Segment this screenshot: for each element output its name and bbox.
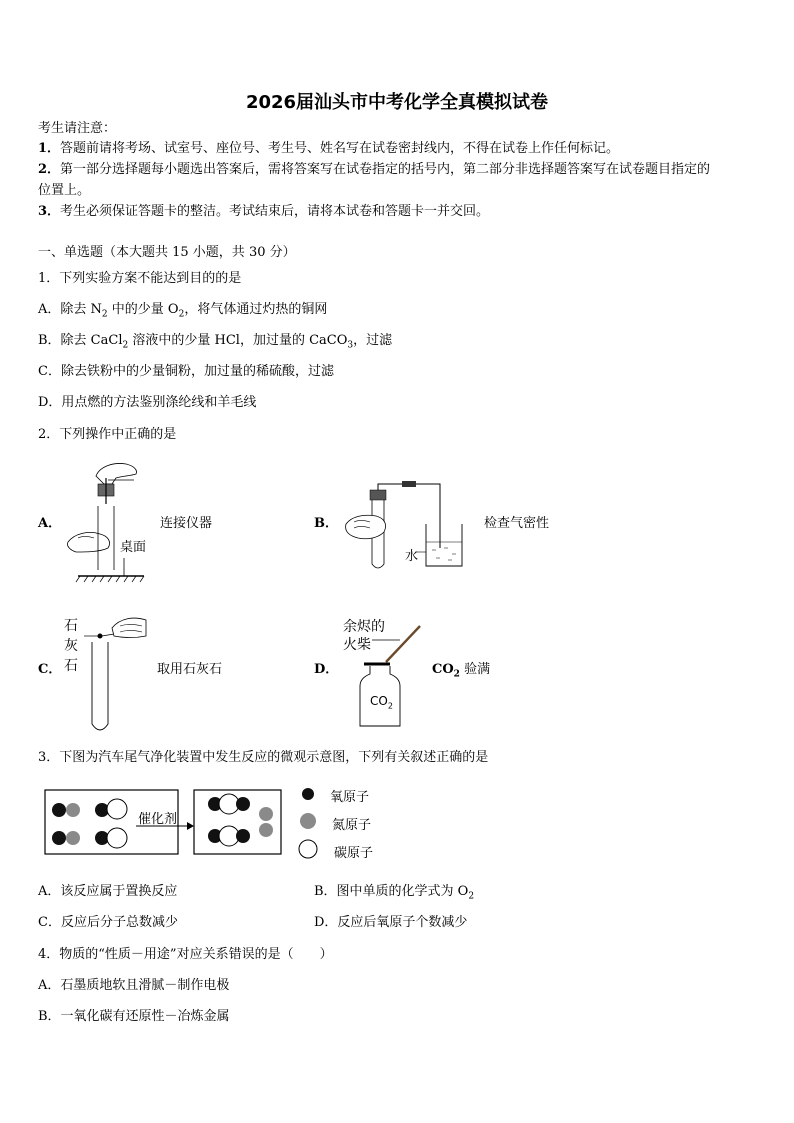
page-title: 2026届汕头市中考化学全真模拟试卷 [245, 92, 549, 113]
label-char: 灰 [64, 638, 78, 654]
text: 中的少量 O [107, 302, 179, 317]
limestone-figure [84, 614, 150, 738]
text: ，将气体通过灼热的铜网 [184, 302, 328, 317]
label-char: 石 [64, 618, 78, 634]
label-char: 石 [64, 658, 78, 674]
notice-item-1 [38, 141, 619, 157]
label-line: 余烬的 [343, 619, 385, 635]
text: CO [370, 694, 388, 708]
legend-carbon: 碳原子 [334, 846, 374, 861]
q1-option-a [38, 302, 327, 323]
subscript: 2 [101, 309, 108, 320]
water-label: 水 [405, 549, 419, 564]
label-line: 火柴 [343, 637, 371, 653]
co2-bottle-figure [350, 622, 430, 730]
legend-nitrogen: 氮原子 [332, 818, 372, 833]
q2-option-d-label [432, 662, 490, 683]
q4-stem: 4．物质的“性质－用途”对应关系错误的是（ ） [38, 947, 333, 962]
text: ，过滤 [353, 333, 393, 348]
q3-option-b [314, 884, 474, 905]
q2-option-d-letter: D． [314, 662, 339, 677]
text: 验满 [459, 662, 491, 677]
catalyst-label: 催化剂 [138, 812, 178, 827]
notice-item-number: 3． [38, 204, 61, 219]
q3-option-a: A．该反应属于置换反应 [38, 884, 178, 899]
text: B．除去 CaCl [38, 333, 123, 348]
text: A．除去 N [38, 302, 102, 317]
subscript: 2 [453, 669, 460, 680]
q2-option-a-label: 连接仪器 [160, 516, 213, 531]
notice-item-number: 1． [38, 141, 61, 156]
notice-item-text: 第一部分选择题每小题选出答案后，需将答案写在试卷指定的括号内，第二部分非选择题答案写在试卷题目指定的 [60, 162, 711, 177]
subscript: 2 [468, 891, 475, 902]
subscript: 2 [178, 309, 185, 320]
notice-item-2-cont: 位置上。 [38, 183, 91, 198]
q2-option-c-label: 取用石灰石 [157, 662, 223, 677]
bottle-label [370, 694, 393, 710]
legend-oxygen: 氧原子 [330, 790, 370, 805]
q2-option-b-label: 检查气密性 [484, 516, 550, 531]
text: CO [432, 662, 454, 677]
q1-option-b [38, 333, 392, 354]
notice-item-text: 答题前请将考场、试室号、座位号、考生号、姓名写在试卷密封线内，不得在试卷上作任何标记。 [60, 141, 620, 156]
q1-stem: 1．下列实验方案不能达到目的的是 [38, 271, 242, 286]
subscript: 2 [122, 340, 129, 351]
section-heading: 一、单选题（本大题共 15 小题，共 30 分） [38, 245, 296, 260]
reaction-diagram [44, 784, 344, 860]
notice-heading: 考生请注意： [38, 121, 117, 136]
q2-option-c-letter: C． [38, 662, 62, 677]
q2-option-b-letter: B． [314, 516, 338, 531]
q1-option-c: C．除去铁粉中的少量铜粉，加过量的稀硫酸，过滤 [38, 364, 334, 379]
q4-option-b: B．一氧化碳有还原性－冶炼金属 [38, 1009, 230, 1024]
q4-option-a: A．石墨质地软且滑腻－制作电极 [38, 978, 230, 993]
q1-option-d: D．用点燃的方法鉴别涤纶线和羊毛线 [38, 395, 257, 410]
notice-item-number: 2． [38, 162, 61, 177]
text: 溶液中的少量 HCl，加过量的 CaCO [128, 333, 348, 348]
q3-option-d: D．反应后氧原子个数减少 [314, 915, 468, 930]
desk-label: 桌面 [120, 540, 147, 555]
subscript: 2 [387, 701, 393, 711]
q3-stem: 3．下图为汽车尾气净化装置中发生反应的微观示意图，下列有关叙述正确的是 [38, 750, 489, 765]
text: B．图中单质的化学式为 O [314, 884, 469, 899]
limestone-label [64, 616, 78, 676]
q3-option-c: C．反应后分子总数减少 [38, 915, 178, 930]
q2-option-a-letter: A． [38, 516, 62, 531]
connect-apparatus-figure [64, 458, 154, 588]
notice-item-2 [38, 162, 710, 178]
q2-stem: 2．下列操作中正确的是 [38, 427, 177, 442]
notice-item-text: 考生必须保证答题卡的整洁。考试结束后，请将本试卷和答题卡一并交回。 [60, 204, 490, 219]
notice-item-3 [38, 204, 489, 220]
subscript: 3 [347, 340, 354, 351]
